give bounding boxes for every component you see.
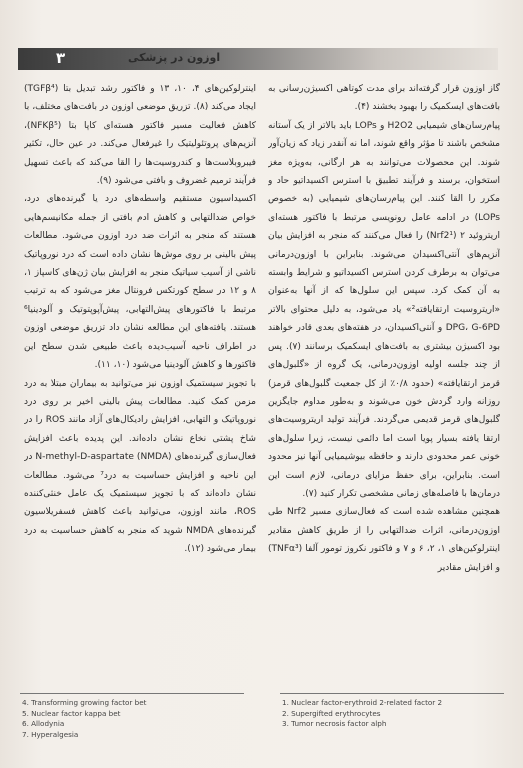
paragraph: با تجویز سیستمیک اوزون نیز می‌توانید به بیماران مبتلا به درد مزمن کمک کنید. مطالعات پیش بالینی اخیر بر روی درد نوروپاتیک و التهابی، افزایش رادیکال‌های آزاد مانند ROS را در شاخ پشتی نخاع نشان داده‌اند. این پدیده باعث افزایش فعال‌سازی گیرنده‌های N-methyl-D-aspartate (NMDA) در این ناحیه و افزایش حساسیت به درد⁷ می‌شود. مطالعات نشان داده‌اند که با تجویز سیستمیک یک عامل خنثی‌کننده ROS، مانند اوزون، می‌توانید باعث کاهش فسفریلاسیون گیرنده‌های NMDA شوید که منجر به کاهش حساسیت به درد بیمار می‌شود (۱۲). [24,378,256,555]
footnotes-right [282,698,502,730]
running-title: اوزون در پزشکی [128,51,221,64]
running-header [18,48,498,70]
paragraph: اکسیداسیون مستقیم واسطه‌های درد یا گیرنده‌های درد، خواص ضدالتهابی و کاهش ادم بافتی از جمله مکانیسم‌هایی هستند که منجر به اثرات ضد درد اوزون می‌شود. مطالعات پیش بالینی بر روی موش‌ها نشان داده است که درد نوروپاتیک ناشی از آسیب سیاتیک منجر به افزایش بیان ژن‌های کاسپاز ۱، ۸ و ۱۲ در سطح کورتکس فرونتال مغز می‌شود که به ترتیب مرتبط با فاکتورهای پیش‌التهابی، پیش‌آپوپتوتیک و آلودینیا⁶ هستند. یافته‌های این مطالعه نشان داد تزریق موضعی اوزون در اطراف ناحیه آسیب‌دیده باعث طبیعی شدن سطح این فاکتورها و کاهش آلودینیا می‌شود (۱۰، ۱۱). [24,194,256,371]
footnote: 3. Tumor necrosis factor alph [282,719,387,728]
left-column [24,80,256,635]
paragraph: گاز اوزون قرار گرفته‌اند برای مدت کوتاهی اکسیژن‌رسانی به بافت‌های ایسکمیک را بهبود بخشند (۴). [268,84,500,113]
footnote: 2. Supergifted erythrocytes [282,708,381,718]
footnote: 7. Hyperalgesia [22,729,79,739]
paragraph: همچنین مشاهده شده است که فعال‌سازی مسیر Nrf2 طی اوزون‌درمانی، اثرات ضدالتهابی را از طریق کاهش مقادیر اینترلوکین‌های ۱، ۲، ۶ و ۷ و فاکتور نکروز تومور آلفا (TNFα³) و افزایش مقادیر [268,507,500,573]
footnotes-left [22,698,242,740]
paragraph: اینترلوکین‌های ۴، ۱۰، ۱۳ و فاکتور رشد تبدیل بتا (TGFβ⁴) ایجاد می‌کند (۸). تزریق موضعی اوزون در بافت‌های مختلف، با کاهش فعالیت مسیر فاکتور هسته‌ای کاپا بتا (NFKβ⁵)، آنزیم‌های پروتئولیتیک را غیرفعال می‌کند. در عین حال، تکثیر فیبروبلاست‌ها و کندروسیت‌ها را القا می‌کند که باعث تسهیل فرآیند ترمیم غضروف و بافتی می‌شود (۹). [24,84,256,187]
footnote: 6. Allodynia [22,719,65,728]
footnote-divider [280,693,504,694]
paragraph: پیام‌رسان‌های شیمیایی H2O2 و LOPs باید بالاتر از یک آستانه مشخص باشند تا مؤثر واقع شوند، اما نه آنقدر زیاد که زیان‌آور شوند. این محصولات می‌توانند به هر ارگانی، به‌ویژه مغز استخوان، برسند و فرآیند تطبیق با استرس اکسیداتیو حاد و مکرر را القا کنند. این پیام‌رسان‌های شیمیایی (به خصوص LOPs) در ادامه عامل رونویسی مرتبط با فاکتور هسته‌ای اریتروئید ۲ (Nrf2¹) را فعال می‌کنند که منجر به افزایش بیان آنزیم‌های آنتی‌اکسیدان می‌شوند. بنابراین با اوزون‌درمانی می‌توان به برطرف کردن استرس اکسیداتیو و شرایط وابسته به آن کمک کرد. سپس این سلول‌ها که از آنها به‌عنوان «اریتروسیت ارتقایافته²» یاد می‌شود، به دلیل محتوای بالاتر DPG، G-6PD و آنتی‌اکسیدان، در هفته‌های بعدی قادر خواهند بود اکسیژن بیشتری به بافت‌های ایسکمیک برسانند (۷). پس از چند جلسه اولیه اوزون‌درمانی، یک گروه از «گلبول‌های قرمز ارتقایافته» (حدود ۰/۸٪ از کل جمعیت گلبول‌های قرمز) روزانه وارد گردش خون می‌شوند و به‌طور مداوم جایگزین گلبول‌های قرمز قدیمی می‌گردند. فرآیند تولید اریتروسیت‌های ارتقا یافته بسیار پویا است اما دائمی نیست، زیرا سلول‌های خونی عمر محدودی دارند و حافظه بیوشیمیایی آنها نیز محدود است. بنابراین، برای حفظ مزایای درمانی، لازم است این درمان‌ها با فاصله‌های زمانی مشخصی تکرار کنید (۷). [268,120,500,499]
footnote: 4. Transforming growing factor bet [22,698,147,707]
footnote: 5. Nuclear factor kappa bet [22,708,121,718]
footnote: 1. Nuclear factor-erythroid 2-related factor 2 [282,698,443,707]
page-number: ۳ [56,49,66,67]
footnote-divider [20,693,244,694]
right-column [268,80,500,635]
